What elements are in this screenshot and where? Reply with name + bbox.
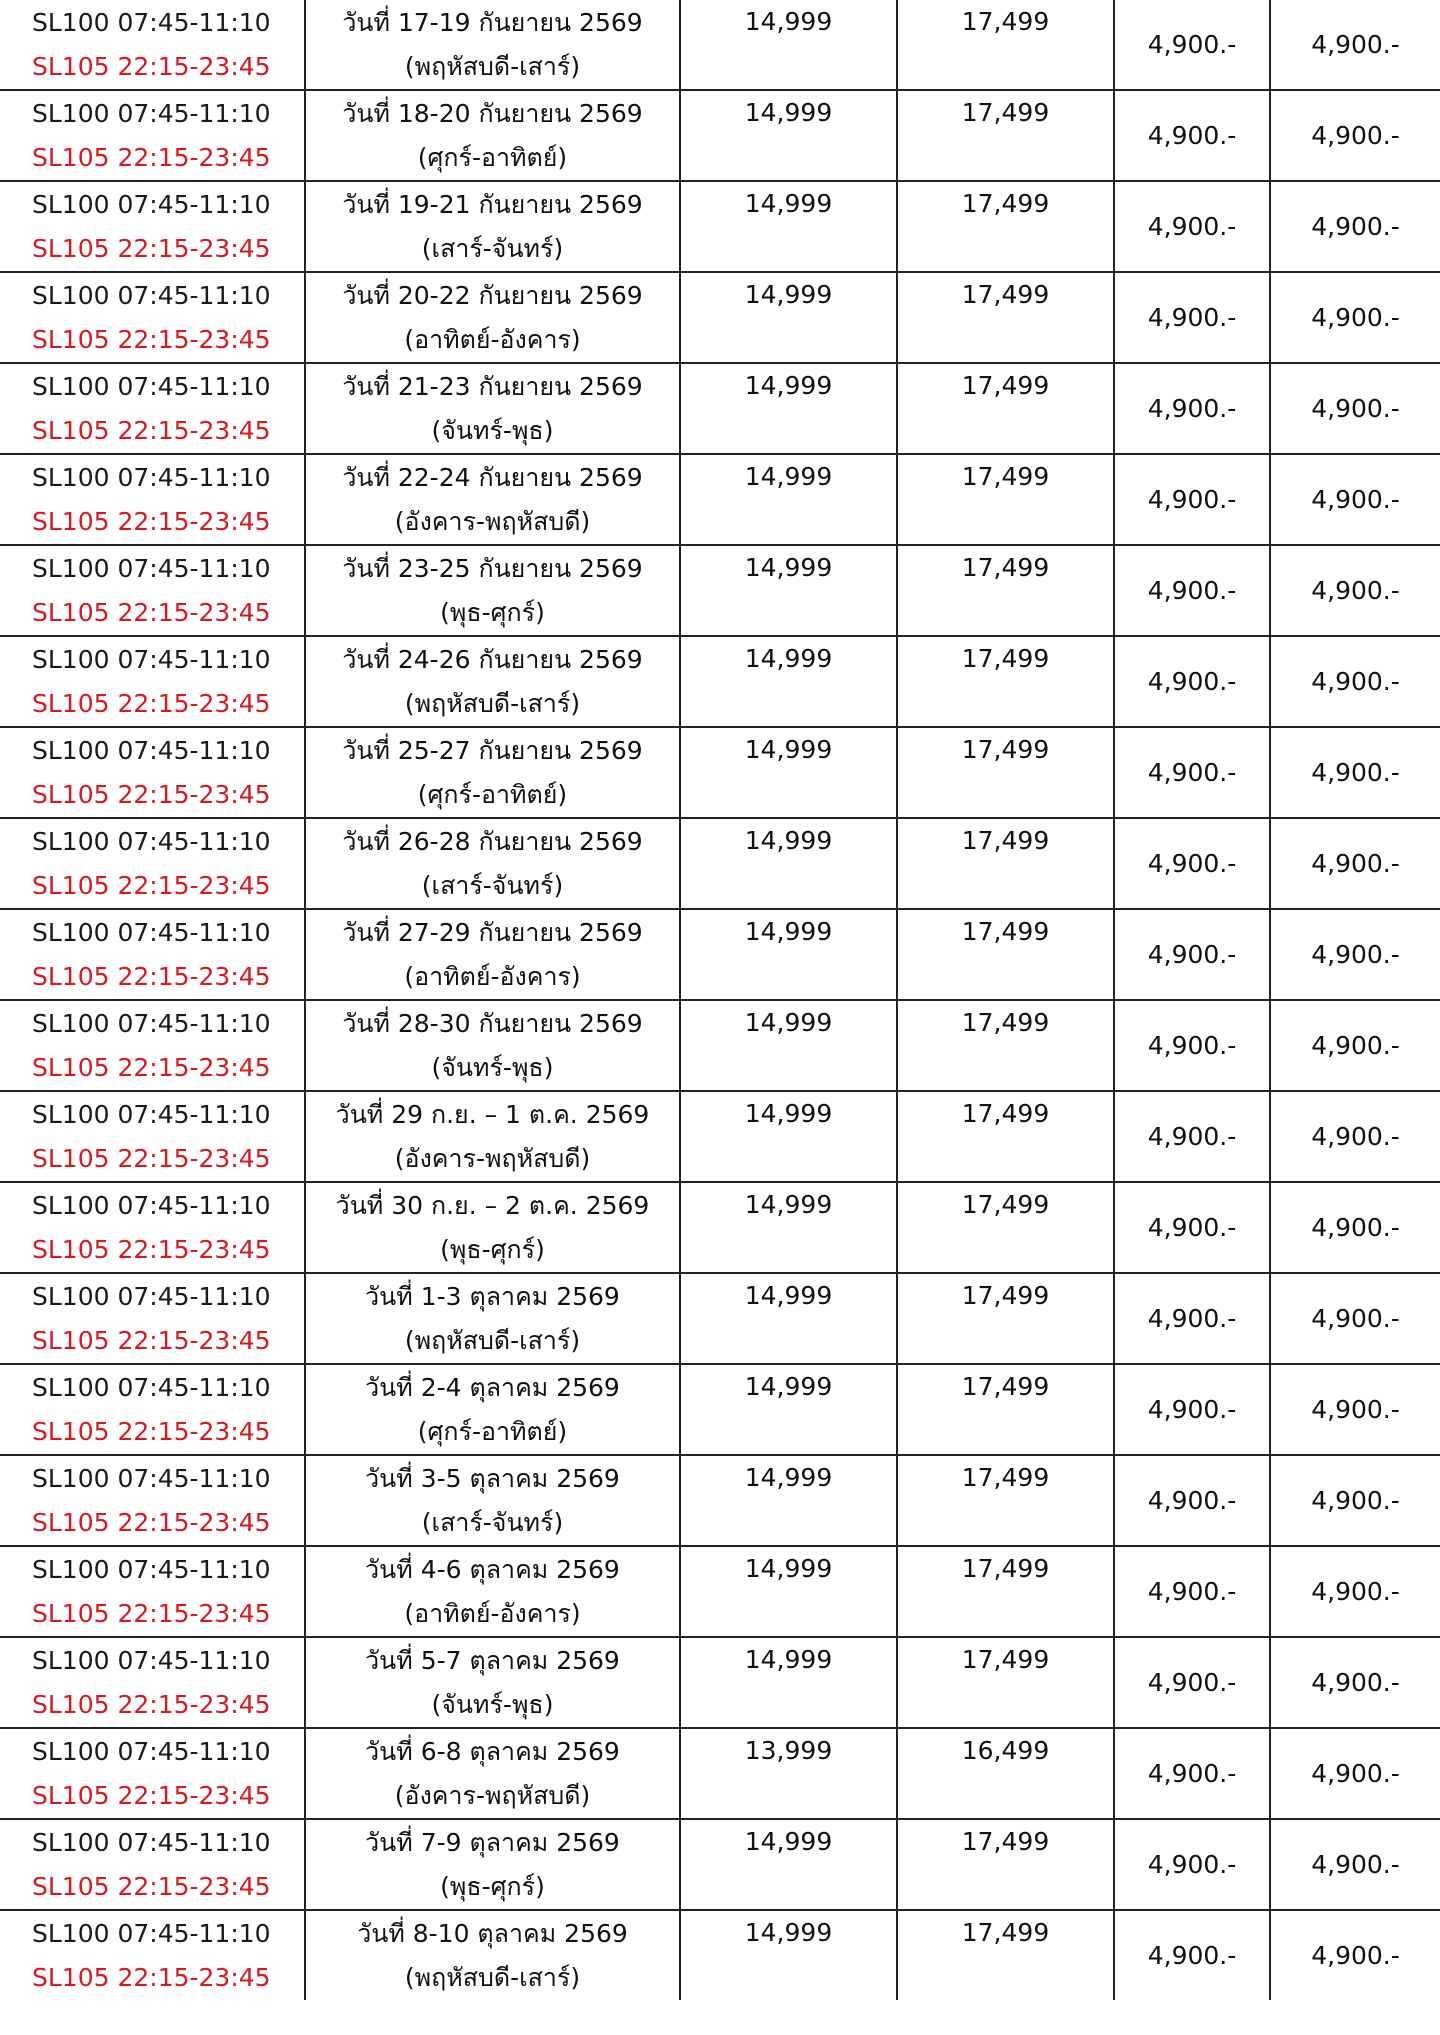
table-row [0,1000,1440,1091]
price-2: 17,499 [961,98,1050,127]
outbound-flight: SL100 07:45-11:10 [32,1463,271,1493]
price-1: 14,999 [744,1918,833,1947]
price-cell-2 [897,1546,1114,1637]
travel-days: (อาทิตย์-อังคาร) [404,1598,581,1628]
price-cell-3: 4,900.- [1114,1637,1270,1728]
travel-date: วันที่ 22-24 กันยายน 2569 [342,462,643,492]
outbound-flight: SL100 07:45-11:10 [32,1554,271,1584]
price-cell-4: 4,900.- [1270,90,1440,181]
price-cell-2 [897,1091,1114,1182]
travel-date-cell [305,0,680,90]
travel-date: วันที่ 29 ก.ย. – 1 ต.ค. 2569 [335,1099,650,1129]
travel-date-cell [305,1728,680,1819]
price-cell-2 [897,1182,1114,1273]
travel-date: วันที่ 27-29 กันยายน 2569 [342,917,643,947]
flight-times-cell [0,1091,305,1182]
price-1: 14,999 [744,735,833,764]
price-2: 17,499 [961,917,1050,946]
travel-date-cell [305,454,680,545]
return-flight: SL105 22:15-23:45 [32,51,271,81]
price-1: 14,999 [744,1372,833,1401]
table-row [0,636,1440,727]
price-2: 17,499 [961,1372,1050,1401]
travel-date: วันที่ 21-23 กันยายน 2569 [342,371,643,401]
price-2: 17,499 [961,1645,1050,1674]
price-cell-1 [680,1364,897,1455]
flight-times-cell [0,1182,305,1273]
travel-days: (อังคาร-พฤหัสบดี) [394,1143,591,1173]
travel-date: วันที่ 28-30 กันยายน 2569 [342,1008,643,1038]
price-cell-1 [680,0,897,90]
travel-days: (อาทิตย์-อังคาร) [404,961,581,991]
travel-date: วันที่ 23-25 กันยายน 2569 [342,553,643,583]
outbound-flight: SL100 07:45-11:10 [32,7,271,37]
price-cell-4: 4,900.- [1270,454,1440,545]
price-cell-1 [680,454,897,545]
price-2: 17,499 [961,553,1050,582]
price-cell-3: 4,900.- [1114,181,1270,272]
travel-date-cell [305,363,680,454]
price-cell-1 [680,1182,897,1273]
travel-date-cell [305,1637,680,1728]
price-cell-1 [680,1091,897,1182]
travel-days: (จันทร์-พุธ) [431,1689,554,1719]
price-1: 14,999 [744,280,833,309]
outbound-flight: SL100 07:45-11:10 [32,1736,271,1766]
table-row [0,363,1440,454]
price-cell-2 [897,363,1114,454]
price-2: 17,499 [961,371,1050,400]
price-cell-2 [897,1637,1114,1728]
travel-days: (พุธ-ศุกร์) [440,1871,545,1901]
table-row [0,272,1440,363]
outbound-flight: SL100 07:45-11:10 [32,553,271,583]
flight-times-cell [0,636,305,727]
price-cell-4: 4,900.- [1270,363,1440,454]
price-2: 17,499 [961,644,1050,673]
price-cell-3: 4,900.- [1114,545,1270,636]
outbound-flight: SL100 07:45-11:10 [32,280,271,310]
price-cell-2 [897,454,1114,545]
price-cell-3: 4,900.- [1114,909,1270,1000]
table-row [0,1364,1440,1455]
flight-times-cell [0,1000,305,1091]
price-cell-4: 4,900.- [1270,1182,1440,1273]
price-cell-1 [680,1637,897,1728]
price-cell-1 [680,1819,897,1910]
travel-date-cell [305,818,680,909]
price-cell-1 [680,363,897,454]
travel-date-cell [305,272,680,363]
flight-times-cell [0,1273,305,1364]
outbound-flight: SL100 07:45-11:10 [32,917,271,947]
travel-date: วันที่ 1-3 ตุลาคม 2569 [365,1281,620,1311]
price-cell-4: 4,900.- [1270,181,1440,272]
price-cell-4: 4,900.- [1270,1364,1440,1455]
price-1: 14,999 [744,1463,833,1492]
travel-date-cell [305,1182,680,1273]
price-cell-2 [897,636,1114,727]
table-row [0,1273,1440,1364]
outbound-flight: SL100 07:45-11:10 [32,1645,271,1675]
price-cell-3: 4,900.- [1114,1273,1270,1364]
table-row [0,0,1440,90]
price-cell-1 [680,1000,897,1091]
return-flight: SL105 22:15-23:45 [32,688,271,718]
return-flight: SL105 22:15-23:45 [32,324,271,354]
outbound-flight: SL100 07:45-11:10 [32,735,271,765]
price-1: 14,999 [744,1008,833,1037]
price-1: 14,999 [744,371,833,400]
flight-times-cell [0,1728,305,1819]
price-cell-2 [897,0,1114,90]
price-1: 14,999 [744,1099,833,1128]
table-row [0,818,1440,909]
price-cell-3: 4,900.- [1114,818,1270,909]
travel-date-cell [305,636,680,727]
travel-date: วันที่ 17-19 กันยายน 2569 [342,7,643,37]
table-row [0,545,1440,636]
travel-date: วันที่ 19-21 กันยายน 2569 [342,189,643,219]
travel-date: วันที่ 8-10 ตุลาคม 2569 [357,1918,628,1948]
travel-date: วันที่ 7-9 ตุลาคม 2569 [365,1827,620,1857]
travel-days: (ศุกร์-อาทิตย์) [417,142,568,172]
price-cell-3: 4,900.- [1114,1364,1270,1455]
travel-date-cell [305,1000,680,1091]
price-2: 17,499 [961,7,1050,36]
travel-date-cell [305,1364,680,1455]
table-row [0,454,1440,545]
price-cell-4: 4,900.- [1270,1455,1440,1546]
table-row [0,1819,1440,1910]
price-cell-3: 4,900.- [1114,0,1270,90]
return-flight: SL105 22:15-23:45 [32,779,271,809]
travel-days: (พฤหัสบดี-เสาร์) [404,51,581,81]
travel-days: (อาทิตย์-อังคาร) [404,324,581,354]
outbound-flight: SL100 07:45-11:10 [32,1008,271,1038]
price-cell-1 [680,545,897,636]
return-flight: SL105 22:15-23:45 [32,1143,271,1173]
price-2: 16,499 [961,1736,1050,1765]
price-cell-2 [897,1910,1114,2000]
price-cell-3: 4,900.- [1114,272,1270,363]
flight-times-cell [0,181,305,272]
price-cell-4: 4,900.- [1270,727,1440,818]
flight-times-cell [0,545,305,636]
price-cell-4: 4,900.- [1270,909,1440,1000]
travel-date-cell [305,909,680,1000]
price-cell-4: 4,900.- [1270,1728,1440,1819]
flight-times-cell [0,909,305,1000]
flight-times-cell [0,272,305,363]
price-2: 17,499 [961,1554,1050,1583]
travel-date: วันที่ 3-5 ตุลาคม 2569 [365,1463,620,1493]
table-row [0,90,1440,181]
outbound-flight: SL100 07:45-11:10 [32,644,271,674]
travel-date: วันที่ 6-8 ตุลาคม 2569 [365,1736,620,1766]
price-2: 17,499 [961,189,1050,218]
price-2: 17,499 [961,462,1050,491]
price-cell-1 [680,909,897,1000]
price-1: 14,999 [744,826,833,855]
price-cell-1 [680,1910,897,2000]
price-cell-3: 4,900.- [1114,363,1270,454]
price-cell-1 [680,636,897,727]
price-cell-1 [680,1546,897,1637]
table-row [0,1910,1440,2000]
outbound-flight: SL100 07:45-11:10 [32,1281,271,1311]
return-flight: SL105 22:15-23:45 [32,415,271,445]
return-flight: SL105 22:15-23:45 [32,1598,271,1628]
return-flight: SL105 22:15-23:45 [32,961,271,991]
price-2: 17,499 [961,280,1050,309]
outbound-flight: SL100 07:45-11:10 [32,1918,271,1948]
price-cell-4: 4,900.- [1270,1000,1440,1091]
outbound-flight: SL100 07:45-11:10 [32,189,271,219]
travel-days: (ศุกร์-อาทิตย์) [417,1416,568,1446]
travel-date-cell [305,90,680,181]
outbound-flight: SL100 07:45-11:10 [32,826,271,856]
price-cell-1 [680,272,897,363]
table-row [0,1182,1440,1273]
price-cell-2 [897,727,1114,818]
price-2: 17,499 [961,1827,1050,1856]
price-1: 14,999 [744,462,833,491]
table-row [0,1728,1440,1819]
travel-days: (พุธ-ศุกร์) [440,597,545,627]
price-cell-2 [897,181,1114,272]
price-cell-2 [897,909,1114,1000]
price-cell-2 [897,1273,1114,1364]
travel-date-cell [305,1091,680,1182]
price-cell-2 [897,90,1114,181]
travel-days: (พฤหัสบดี-เสาร์) [404,688,581,718]
price-cell-4: 4,900.- [1270,545,1440,636]
price-cell-3: 4,900.- [1114,1728,1270,1819]
price-cell-4: 4,900.- [1270,272,1440,363]
travel-days: (เสาร์-จันทร์) [421,1507,564,1537]
price-cell-3: 4,900.- [1114,1000,1270,1091]
price-cell-2 [897,1364,1114,1455]
travel-date: วันที่ 25-27 กันยายน 2569 [342,735,643,765]
outbound-flight: SL100 07:45-11:10 [32,98,271,128]
travel-date-cell [305,1819,680,1910]
price-1: 14,999 [744,917,833,946]
price-cell-1 [680,727,897,818]
price-cell-3: 4,900.- [1114,1819,1270,1910]
travel-date: วันที่ 18-20 กันยายน 2569 [342,98,643,128]
price-cell-1 [680,818,897,909]
travel-date: วันที่ 20-22 กันยายน 2569 [342,280,643,310]
price-cell-3: 4,900.- [1114,454,1270,545]
flight-times-cell [0,727,305,818]
price-cell-2 [897,818,1114,909]
price-cell-1 [680,1273,897,1364]
price-cell-2 [897,545,1114,636]
flight-times-cell [0,454,305,545]
table-row [0,1455,1440,1546]
travel-date-cell [305,1455,680,1546]
price-cell-3: 4,900.- [1114,727,1270,818]
price-2: 17,499 [961,1281,1050,1310]
outbound-flight: SL100 07:45-11:10 [32,1099,271,1129]
travel-date: วันที่ 24-26 กันยายน 2569 [342,644,643,674]
price-cell-4: 4,900.- [1270,1819,1440,1910]
price-cell-3: 4,900.- [1114,1091,1270,1182]
price-cell-3: 4,900.- [1114,1546,1270,1637]
travel-date-cell [305,1546,680,1637]
table-row [0,1091,1440,1182]
travel-date-cell [305,727,680,818]
price-cell-3: 4,900.- [1114,1455,1270,1546]
return-flight: SL105 22:15-23:45 [32,1416,271,1446]
price-2: 17,499 [961,826,1050,855]
price-cell-3: 4,900.- [1114,1910,1270,2000]
price-cell-2 [897,1000,1114,1091]
price-cell-4: 4,900.- [1270,1273,1440,1364]
travel-days: (ศุกร์-อาทิตย์) [417,779,568,809]
return-flight: SL105 22:15-23:45 [32,1780,271,1810]
price-cell-2 [897,1455,1114,1546]
travel-date: วันที่ 4-6 ตุลาคม 2569 [365,1554,620,1584]
flight-times-cell [0,1455,305,1546]
table-row [0,1546,1440,1637]
price-1: 14,999 [744,1827,833,1856]
travel-days: (เสาร์-จันทร์) [421,870,564,900]
price-cell-4: 4,900.- [1270,818,1440,909]
travel-date: วันที่ 2-4 ตุลาคม 2569 [365,1372,620,1402]
return-flight: SL105 22:15-23:45 [32,1507,271,1537]
price-2: 17,499 [961,1008,1050,1037]
table-row [0,727,1440,818]
price-1: 14,999 [744,1645,833,1674]
price-cell-1 [680,181,897,272]
travel-days: (พฤหัสบดี-เสาร์) [404,1325,581,1355]
return-flight: SL105 22:15-23:45 [32,1234,271,1264]
flight-times-cell [0,363,305,454]
price-cell-3: 4,900.- [1114,636,1270,727]
return-flight: SL105 22:15-23:45 [32,597,271,627]
price-1: 14,999 [744,98,833,127]
travel-date-cell [305,1273,680,1364]
flight-times-cell [0,90,305,181]
price-1: 14,999 [744,7,833,36]
price-2: 17,499 [961,1463,1050,1492]
return-flight: SL105 22:15-23:45 [32,1325,271,1355]
travel-date: วันที่ 30 ก.ย. – 2 ต.ค. 2569 [335,1190,650,1220]
price-1: 14,999 [744,553,833,582]
price-cell-3: 4,900.- [1114,90,1270,181]
return-flight: SL105 22:15-23:45 [32,870,271,900]
price-1: 14,999 [744,1554,833,1583]
travel-date-cell [305,181,680,272]
price-cell-2 [897,272,1114,363]
flight-times-cell [0,1364,305,1455]
return-flight: SL105 22:15-23:45 [32,1962,271,1992]
table-row [0,181,1440,272]
flight-times-cell [0,818,305,909]
travel-date: วันที่ 5-7 ตุลาคม 2569 [365,1645,620,1675]
return-flight: SL105 22:15-23:45 [32,506,271,536]
travel-date-cell [305,545,680,636]
outbound-flight: SL100 07:45-11:10 [32,1372,271,1402]
price-cell-4: 4,900.- [1270,1637,1440,1728]
flight-times-cell [0,0,305,90]
travel-date: วันที่ 26-28 กันยายน 2569 [342,826,643,856]
travel-days: (พุธ-ศุกร์) [440,1234,545,1264]
flight-times-cell [0,1637,305,1728]
price-cell-4: 4,900.- [1270,1091,1440,1182]
price-cell-3: 4,900.- [1114,1182,1270,1273]
return-flight: SL105 22:15-23:45 [32,1871,271,1901]
price-2: 17,499 [961,1099,1050,1128]
return-flight: SL105 22:15-23:45 [32,233,271,263]
price-cell-4: 4,900.- [1270,1546,1440,1637]
price-cell-4: 4,900.- [1270,0,1440,90]
return-flight: SL105 22:15-23:45 [32,142,271,172]
price-1: 14,999 [744,1281,833,1310]
travel-days: (พฤหัสบดี-เสาร์) [404,1962,581,1992]
travel-days: (จันทร์-พุธ) [431,415,554,445]
flight-times-cell [0,1910,305,2000]
table-row [0,909,1440,1000]
price-1: 13,999 [744,1736,833,1765]
price-cell-4: 4,900.- [1270,1910,1440,2000]
price-1: 14,999 [744,189,833,218]
outbound-flight: SL100 07:45-11:10 [32,371,271,401]
outbound-flight: SL100 07:45-11:10 [32,462,271,492]
outbound-flight: SL100 07:45-11:10 [32,1190,271,1220]
price-cell-1 [680,1455,897,1546]
travel-days: (อังคาร-พฤหัสบดี) [394,506,591,536]
price-2: 17,499 [961,1918,1050,1947]
flight-times-cell [0,1546,305,1637]
table-row [0,1637,1440,1728]
price-cell-1 [680,90,897,181]
price-cell-2 [897,1728,1114,1819]
price-cell-1 [680,1728,897,1819]
travel-days: (เสาร์-จันทร์) [421,233,564,263]
travel-days: (อังคาร-พฤหัสบดี) [394,1780,591,1810]
price-1: 14,999 [744,1190,833,1219]
outbound-flight: SL100 07:45-11:10 [32,1827,271,1857]
price-2: 17,499 [961,1190,1050,1219]
price-2: 17,499 [961,735,1050,764]
return-flight: SL105 22:15-23:45 [32,1689,271,1719]
price-cell-4: 4,900.- [1270,636,1440,727]
travel-days: (จันทร์-พุธ) [431,1052,554,1082]
price-1: 14,999 [744,644,833,673]
travel-date-cell [305,1910,680,2000]
flight-times-cell [0,1819,305,1910]
price-cell-2 [897,1819,1114,1910]
return-flight: SL105 22:15-23:45 [32,1052,271,1082]
